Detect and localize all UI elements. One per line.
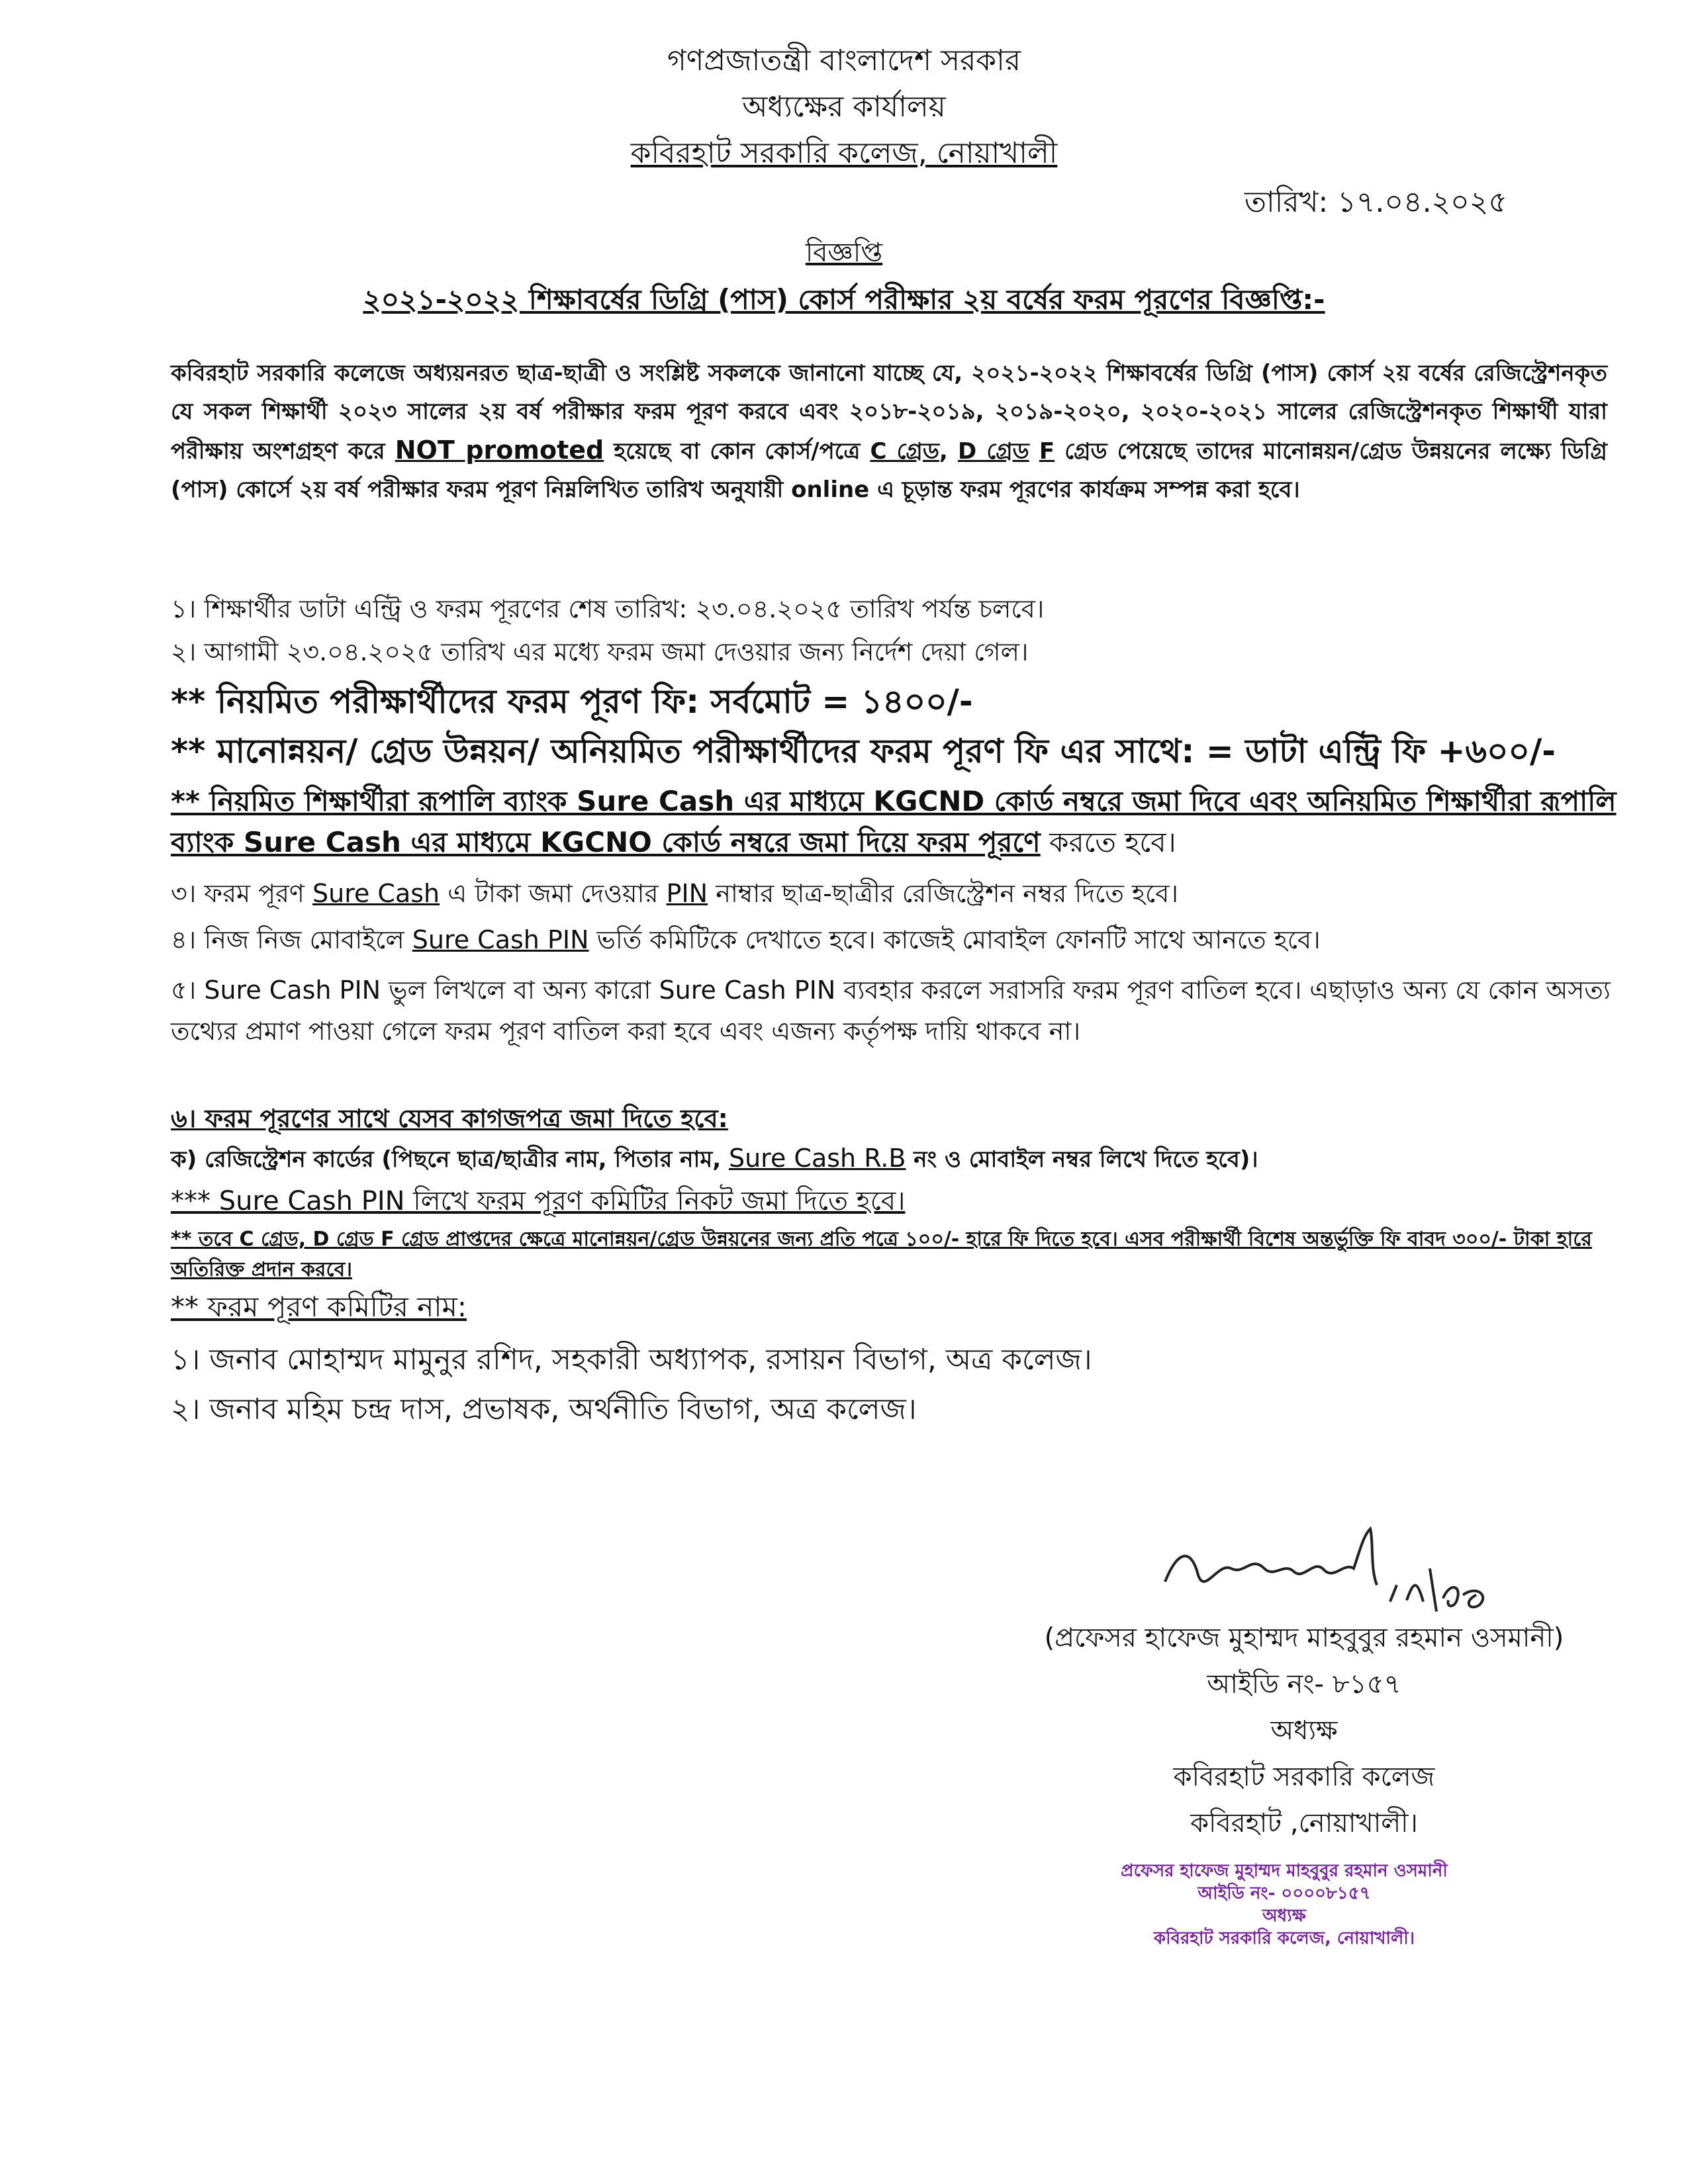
surecash-note: ** নিয়মিত শিক্ষার্থীরা রূপালি ব্যাংক Sure Cash এর মাধ্যমে KGCND কোর্ড নম্বরে জমা দিবে এবং অনিয়মিত শিক্ষার্থীরা রূপালি ব্যাংক Sure Cash এর মাধ্যমে KGCNO কোর্ড নম্বরে জমা দিয়ে ফরম পূরণে করতে হবে।	[171, 785, 1617, 858]
item-5: ৫। Sure Cash PIN ভুল লিখলে বা অন্য কারো Sure Cash PIN ব্যবহার করলে সরাসরি ফরম পূরণ বাতিল হবে। এছাড়াও অন্য যে কোন অসত্য তথ্যের প্রমাণ পাওয়া গেলে ফরম পূরণ বাতিল করা হবে এবং এজন্য কর্তৃপক্ষ দায়ি থাকবে না।	[171, 976, 1611, 1046]
committee-heading: ** ফরম পূরণ কমিটির নাম:	[171, 1291, 467, 1323]
item-6-a: ক) রেজিস্ট্রেশন কার্ডের (পিছনে ছাত্র/ছাত্রীর নাম, পিতার নাম, Sure Cash R.B নং ও মোবাইল নম্বর লিখে দিতে হবে)।	[171, 1144, 1258, 1173]
college-header: কবিরহাট সরকারি কলেজ, নোয়াখালী	[630, 136, 1058, 170]
handwritten-signature-icon	[1152, 1522, 1496, 1615]
committee-member-2: ২। জনাব মহিম চন্দ্র দাস, প্রভাষক, অর্থনীতি বিভাগ, অত্র কলেজ।	[171, 1392, 917, 1426]
item-2: ২। আগামী ২৩.০৪.২০২৫ তারিখ এর মধ্যে ফরম জমা দেওয়ার জন্য নির্দেশ দেয়া গেল।	[171, 637, 1029, 666]
notice-title: ২০২১-২০২২ শিক্ষাবর্ষের ডিগ্রি (পাস) কোর্স পরীক্ষার ২য় বর্ষের ফরম পূরণের বিজ্ঞপ্তি:-	[363, 283, 1325, 316]
not-promoted-text: NOT promoted	[395, 435, 604, 465]
office-header: অধ্যক্ষের কার্যালয়	[742, 90, 946, 124]
govt-header: গণপ্রজাতন্ত্রী বাংলাদেশ সরকার	[667, 44, 1021, 77]
item-3: ৩। ফরম পূরণ Sure Cash এ টাকা জমা দেওয়ার PIN নাম্বার ছাত্র-ছাত্রীর রেজিস্ট্রেশন নম্বর দিতে হবে।	[171, 879, 1178, 908]
notice-date: তারিখ: ১৭.০৪.২০২৫	[1244, 185, 1507, 219]
fee-irregular: ** মানোন্নয়ন/ গ্রেড উন্নয়ন/ অনিয়মিত পরীক্ষার্থীদের ফরম পূরণ ফি এর সাথে: = ডাটা এন্ট্রি ফি +৬০০/-	[171, 732, 1556, 770]
item-6-note: ** তবে C গ্রেড, D গ্রেড F গ্রেড প্রাপ্তদের ক্ষেত্রে মানোন্নয়ন/গ্রেড উন্নয়নের জন্য প্রতি পত্রে ১০০/- হারে ফি দিতে হবে। এসব পরীক্ষার্থী বিশেষ অন্তর্ভুক্তি ফি বাবদ ৩০০/- টাকা হারে অতিরিক্ত প্রদান করবে।	[171, 1228, 1592, 1281]
principal-location: কবিরহাট ,নোয়াখালী।	[1190, 1808, 1418, 1839]
item-6-b: *** Sure Cash PIN লিখে ফরম পূরণ কমিটির নিকট জমা দিতে হবে।	[171, 1186, 906, 1216]
stamp-college: কবিরহাট সরকারি কলেজ, নোয়াখালী।	[1153, 1929, 1415, 1948]
item-6-heading: ৬। ফরম পূরণের সাথে যেসব কাগজপত্র জমা দিতে হবে:	[171, 1104, 728, 1133]
committee-member-1: ১। জনাব মোহাম্মদ মামুনুর রশিদ, সহকারী অধ্যাপক, রসায়ন বিভাগ, অত্র কলেজ।	[171, 1343, 1092, 1377]
principal-college: কবিরহাট সরকারি কলেজ	[1173, 1762, 1435, 1792]
stamp-id: আইডি নং- ০০০০৮১৫৭	[1197, 1884, 1371, 1903]
item-1: ১। শিক্ষার্থীর ডাটা এন্ট্রি ও ফরম পূরণের শেষ তারিখ: ২৩.০৪.২০২৫ তারিখ পর্যন্ত চলবে।	[171, 594, 1045, 623]
principal-name: (প্রফেসর হাফেজ মুহাম্মদ মাহবুবুর রহমান ওসমানী)	[1044, 1623, 1564, 1653]
intro-paragraph: কবিরহাট সরকারি কলেজে অধ্যয়নরত ছাত্র-ছাত্রী ও সংশ্লিষ্ট সকলকে জানানো যাচ্ছে যে, ২০২১-২০২২ শিক্ষাবর্ষের ডিগ্রি (পাস) কোর্স ২য় বর্ষের রেজিস্ট্রেশনকৃত যে সকল শিক্ষার্থী ২০২৩ সালের ২য় বর্ষ পরীক্ষার ফরম পূরণ করবে এবং ২০১৮-২০১৯, ২০১৯-২০২০, ২০২০-২০২১ সালের রেজিস্ট্রেশনকৃত শিক্ষার্থী যারা পরীক্ষায় অংশগ্রহণ করে NOT promoted হয়েছে বা কোন কোর্স/পত্রে C গ্রেড, D গ্রেড F গ্রেড পেয়েছে তাদের মানোন্নয়ন/গ্রেড উন্নয়নের লক্ষ্যে ডিগ্রি (পাস) কোর্সে ২য় বর্ষ পরীক্ষার ফরম পূরণ নিম্নলিখিত তারিখ অনুযায়ী online এ চূড়ান্ত ফরম পূরণের কার্যক্রম সম্পন্ন করা হবে।	[171, 360, 1607, 503]
signature	[1152, 1522, 1496, 1615]
stamp-name: প্রফেসর হাফেজ মুহাম্মদ মাহবুবুর রহমান ওসমানী	[1121, 1861, 1448, 1881]
item-4: ৪। নিজ নিজ মোবাইলে Sure Cash PIN ভর্তি কমিটিকে দেখাতে হবে। কাজেই মোবাইল ফোনটি সাথে আনতে হবে।	[171, 925, 1321, 954]
notice-label: বিজ্ঞপ্তি	[805, 238, 883, 268]
stamp-designation: অধ্যক্ষ	[1262, 1906, 1306, 1926]
principal-id: আইডি নং- ৮১৫৭	[1207, 1669, 1401, 1700]
signature-block	[953, 1615, 1655, 1846]
official-stamp	[1026, 1860, 1542, 1950]
principal-designation: অধ্যক্ষ	[1270, 1715, 1338, 1746]
fee-regular: ** নিয়মিত পরীক্ষার্থীদের ফরম পূরণ ফি: সর্বমোট = ১৪০০/-	[171, 682, 973, 721]
